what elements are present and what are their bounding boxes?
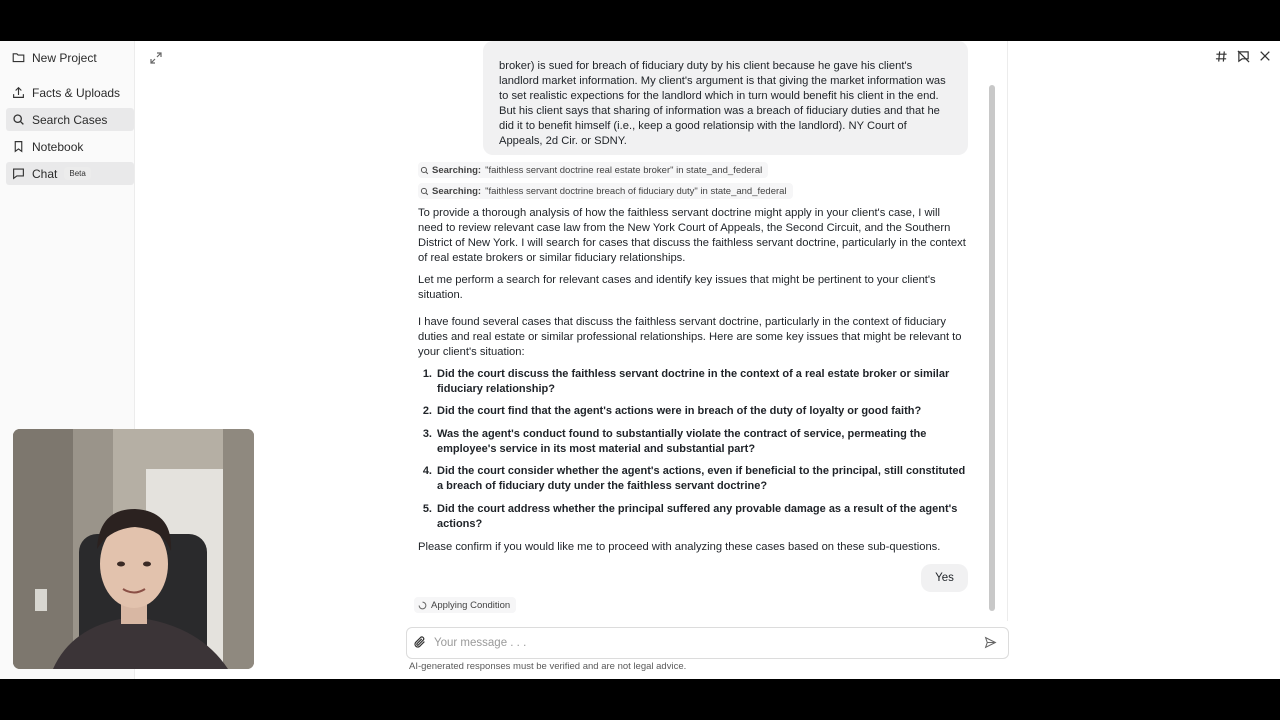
letterbox-top (0, 0, 1280, 41)
assistant-paragraph: I have found several cases that discuss the faithless servant doctrine, particularly in the context of fiduciary duties and real estate or similar professional relationships. Here are some key issues that might be relevant to your client's situation: (418, 316, 962, 358)
webcam-overlay (13, 429, 254, 669)
sidebar-item-label: Notebook (32, 139, 84, 154)
status-text: Applying Condition (431, 599, 511, 611)
top-right-toolbar (1214, 49, 1272, 63)
spinner-icon (418, 601, 427, 610)
hash-icon[interactable] (1214, 49, 1228, 63)
user-reply-bubble: Yes (921, 564, 968, 592)
app-window (0, 41, 1280, 679)
close-icon[interactable] (1258, 49, 1272, 63)
search-query: "faithless servant doctrine real estate broker" (485, 164, 674, 176)
list-text: Was the agent's conduct found to substantially violate the contract of service, permeating the employee's service in its most material and substantial part? (437, 428, 927, 455)
search-icon (12, 113, 25, 126)
assistant-paragraph: To provide a thorough analysis of how the faithless servant doctrine might apply in your client's case, I will need to review relevant case law from the New York Court of Appeals, the Second Circuit, and the Southern District of New York. I will search for cases that discuss the faithless servant doctrine, particularly in the context of real estate brokers or similar fiduciary relationships. (418, 207, 966, 264)
list-text: Did the court find that the agent's actions were in breach of the duty of loyalty or good faith? (437, 405, 922, 417)
search-label: Searching: (432, 185, 482, 197)
letterbox-bottom (0, 679, 1280, 720)
list-item (418, 367, 970, 397)
search-status-line (418, 162, 768, 178)
list-item (418, 427, 970, 457)
user-message-bubble: broker) is sued for breach of fiduciary duty by his client because he gave his client's landlord market information. My client's argument is that giving the market information was to set realistic expections for the landlord which in turn would benefit his client in the end. But his client says that sharing of information was a breach of fiduciary duties and that he did it to benefit himself (i.e., keep a good relationsip with the landlord). NY Court of Appeals, 2d Cir. or SDNY. (483, 41, 968, 155)
expand-icon[interactable] (150, 51, 162, 63)
chat-thread[interactable] (408, 41, 988, 619)
sidebar-item-label: Facts & Uploads (32, 85, 121, 100)
list-item (418, 404, 970, 419)
bookmark-icon (12, 140, 25, 153)
list-number: 1. (422, 368, 432, 380)
disclaimer-text: AI-generated responses must be verified and are not legal advice. (409, 661, 687, 672)
assistant-paragraph: Please confirm if you would like me to proceed with analyzing these cases based on these sub-questions. (418, 541, 941, 553)
sidebar-item-facts-uploads[interactable] (6, 81, 134, 104)
list-text: Did the court consider whether the agent's actions, even if beneficial to the principal, still constituted a breach of fiduciary duty under the faithless servant doctrine? (437, 465, 966, 492)
message-input[interactable] (434, 637, 984, 649)
chat-scrollbar[interactable] (989, 85, 995, 611)
list-number: 4. (422, 465, 432, 477)
search-label: Searching: (432, 164, 482, 176)
sidebar-item-search-cases[interactable] (6, 108, 134, 131)
list-text: Did the court address whether the principal suffered any provable damage as a result of the agent's actions? (437, 503, 958, 530)
search-status-line (418, 183, 793, 199)
search-icon (420, 187, 429, 196)
sidebar-item-chat[interactable] (6, 162, 134, 185)
sidebar-item-label: Search Cases (32, 112, 108, 127)
list-item (418, 502, 970, 532)
upload-icon (12, 86, 25, 99)
list-number: 5. (422, 503, 432, 515)
sidebar-item-label: New Project (32, 50, 97, 65)
list-number: 2. (422, 405, 432, 417)
beta-badge: Beta (64, 167, 90, 180)
list-text: Did the court discuss the faithless servant doctrine in the context of a real estate broker or similar fiduciary relationship? (437, 368, 950, 395)
search-scope: in state_and_federal (676, 164, 763, 176)
paperclip-icon[interactable] (413, 635, 429, 651)
sidebar-item-notebook[interactable] (6, 135, 134, 158)
send-icon[interactable] (984, 636, 998, 650)
search-query: "faithless servant doctrine breach of fiduciary duty" (485, 185, 698, 197)
list-number: 3. (422, 428, 432, 440)
applying-status (414, 597, 516, 613)
presenter-video (13, 429, 254, 669)
panel-divider (1007, 41, 1008, 621)
comment-off-icon[interactable] (1236, 49, 1250, 63)
search-scope: in state_and_federal (700, 185, 787, 197)
message-composer (406, 627, 1009, 659)
assistant-paragraph: Let me perform a search for relevant cases and identify key issues that might be pertinent to your client's situation. (418, 274, 936, 301)
search-icon (420, 166, 429, 175)
sidebar-item-new-project[interactable] (6, 46, 134, 69)
sidebar-item-label: Chat (32, 166, 58, 181)
chat-icon (12, 167, 25, 180)
list-item (418, 464, 970, 494)
folder-icon (12, 51, 25, 64)
